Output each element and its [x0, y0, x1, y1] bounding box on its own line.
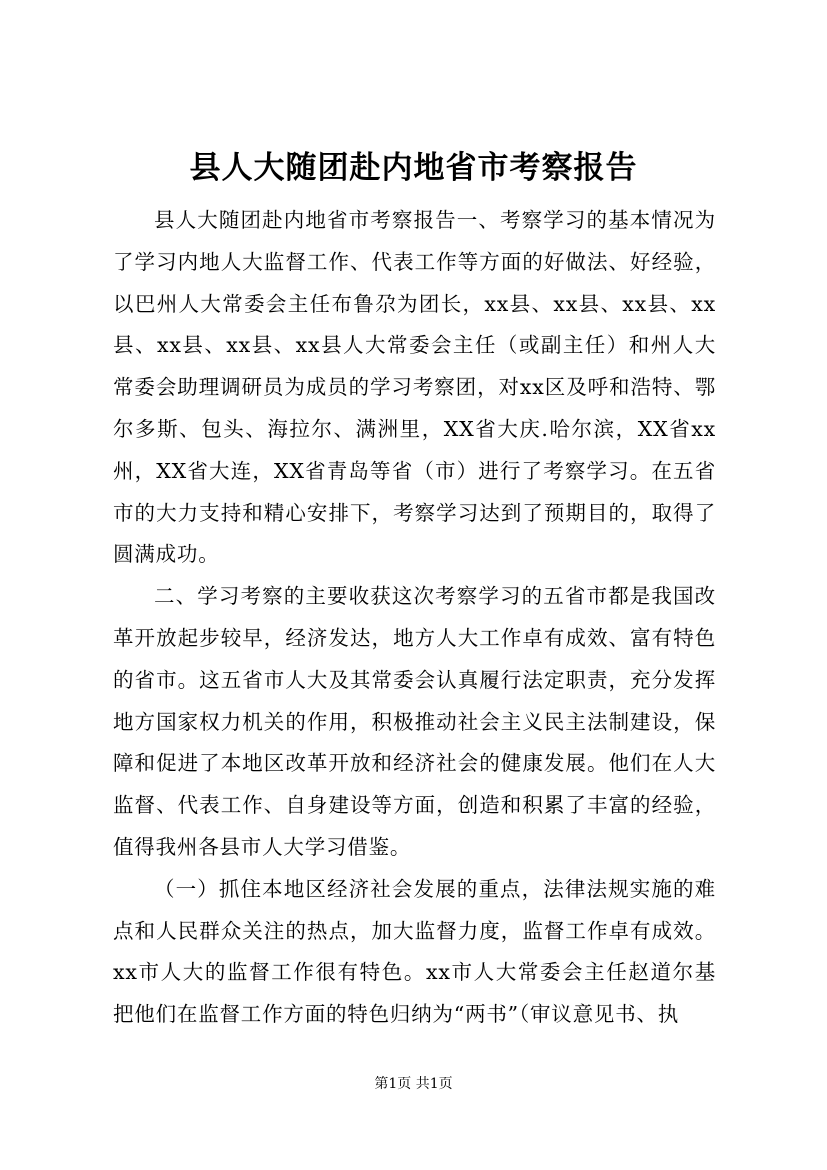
paragraph-1: 县人大随团赴内地省市考察报告一、考察学习的基本情况为了学习内地人大监督工作、代表工作等方面的好做法、好经验，以巴州人大常委会主任布鲁尕为团长，xx县、xx县、xx县、xx县、xx县、xx县、xx县人大常委会主任（或副主任）和州人大常委会助理调研员为成员的学习考察团，对xx区及呼和浩特、鄂尔多斯、包头、海拉尔、满洲里，XX省大庆.哈尔滨，XX省xx州，XX省大连，XX省青岛等省（市）进行了考察学习。在五省市的大力支持和精心安排下，考察学习达到了预期目的，取得了圆满成功。 — [113, 208, 716, 567]
page-footer — [0, 1074, 827, 1094]
page-number-label: 第1页 共1页 — [374, 1076, 453, 1092]
paragraph-3: （一）抓住本地区经济社会发展的重点，法律法规实施的难点和人民群众关注的热点，加大监督力度，监督工作卓有成效。xx市人大的监督工作很有特色。xx市人大常委会主任赵道尔基把他们在监督工作方面的特色归纳为“两书”（审议意见书、执 — [113, 876, 716, 1027]
document-title: 县人大随团赴内地省市考察报告 — [189, 150, 638, 186]
paragraph-2: 二、学习考察的主要收获这次考察学习的五省市都是我国改革开放起步较早，经济发达，地方人大工作卓有成效、富有特色的省市。这五省市人大及其常委会认真履行法定职责，充分发挥地方国家权力机关的作用，积极推动社会主义民主法制建设，保障和促进了本地区改革开放和经济社会的健康发展。他们在人大监督、代表工作、自身建设等方面，创造和积累了丰富的经验，值得我州各县市人大学习借鉴。 — [113, 584, 716, 859]
document-body — [113, 200, 716, 1036]
